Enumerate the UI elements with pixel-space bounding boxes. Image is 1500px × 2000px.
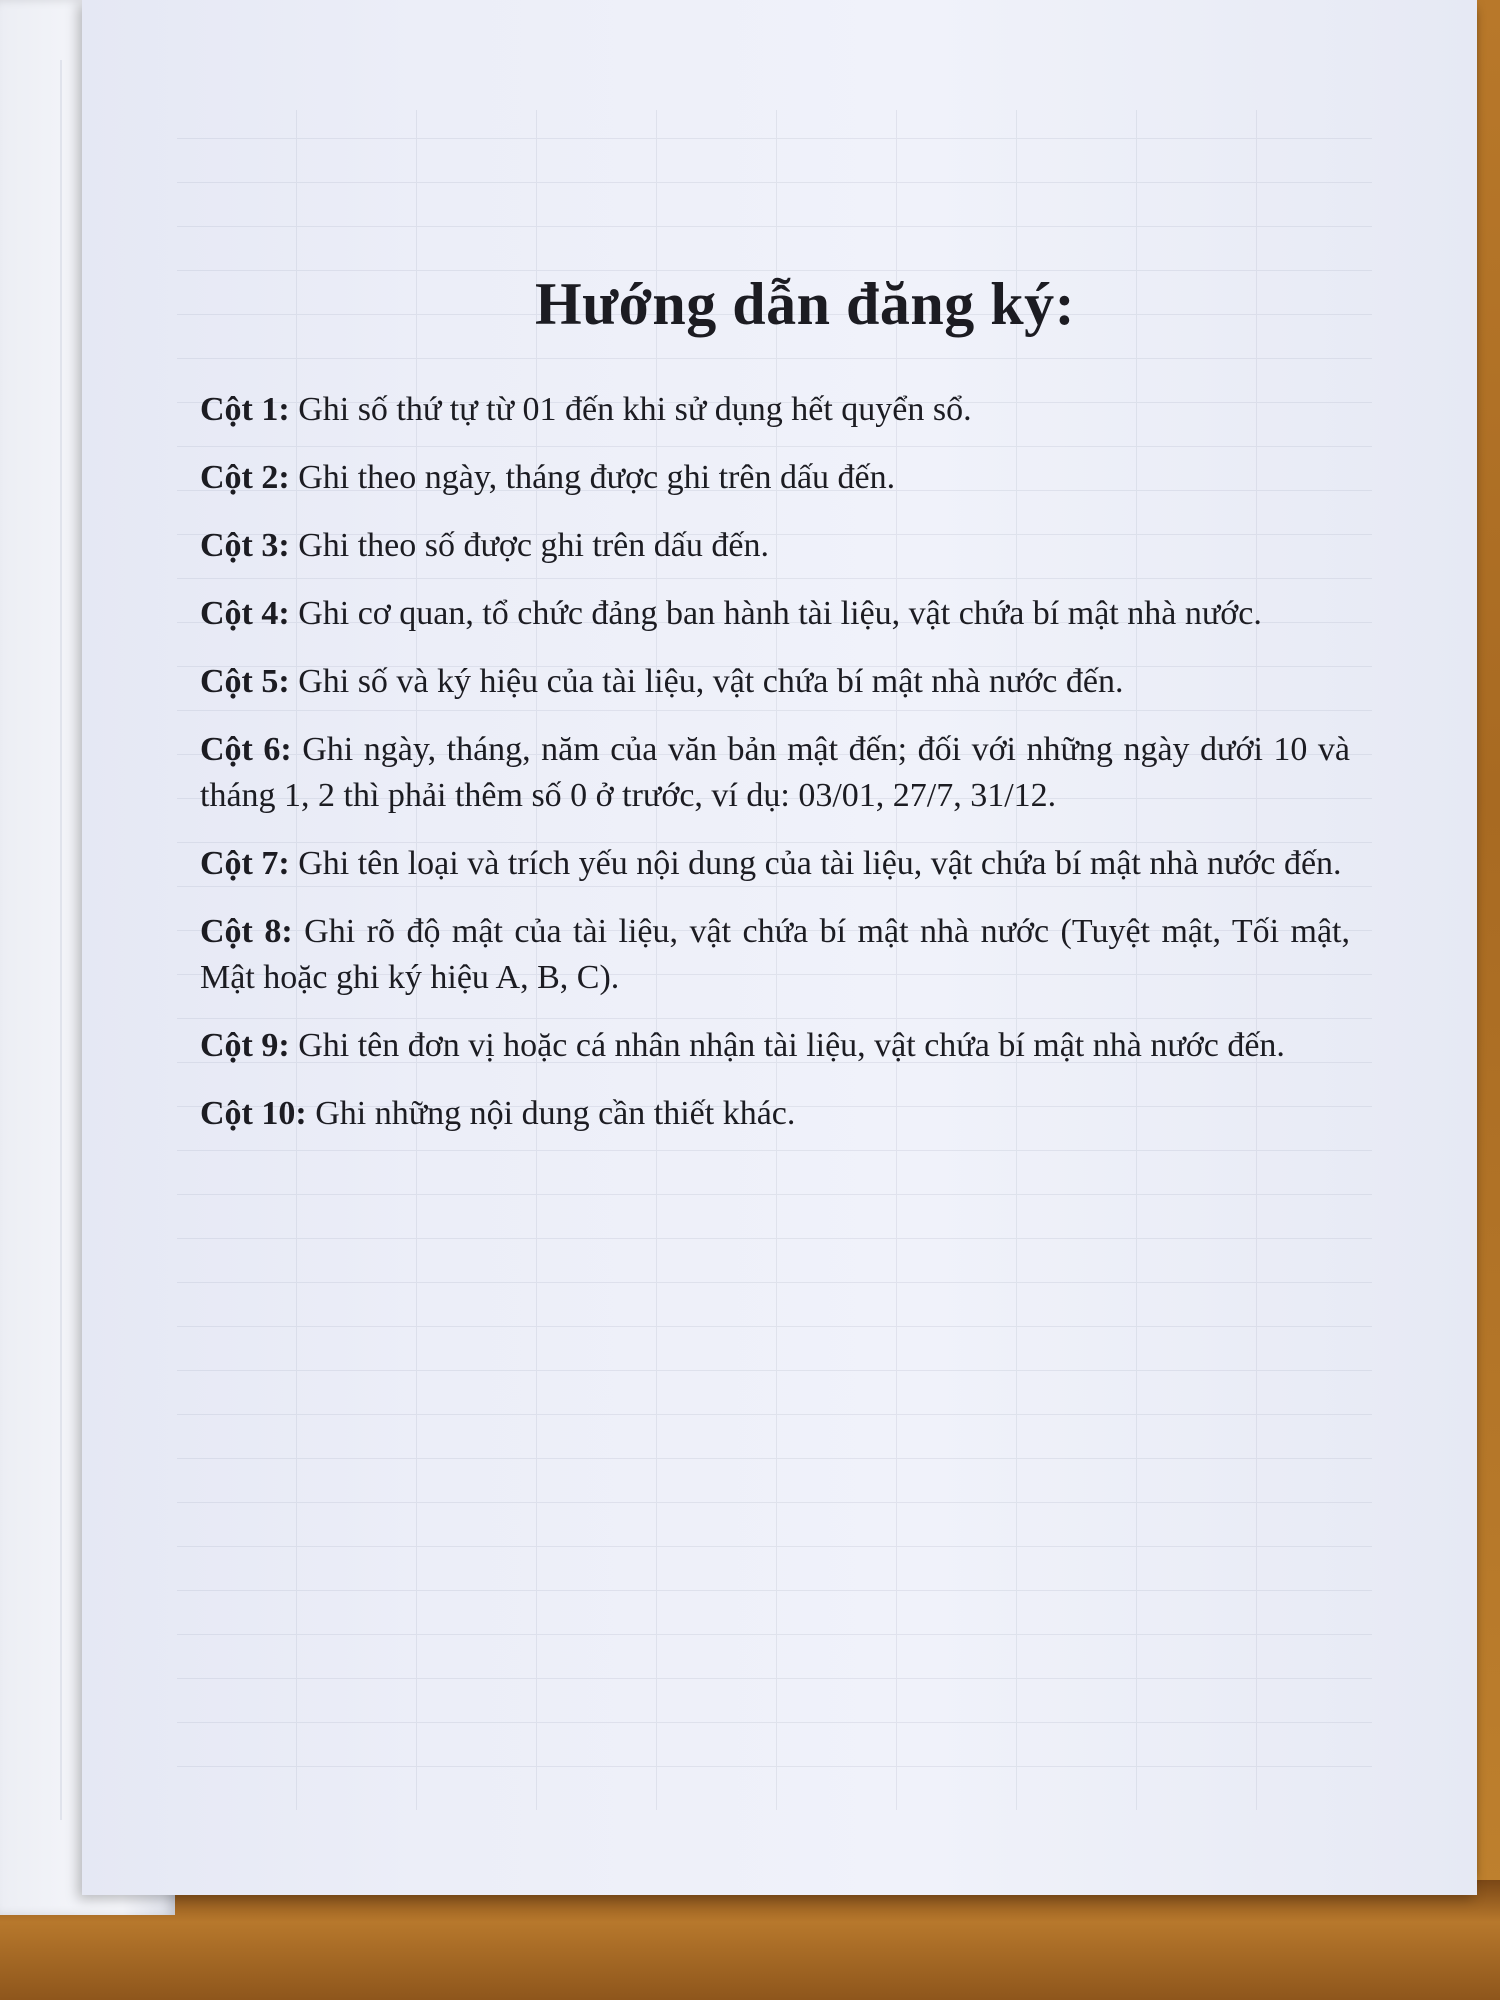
- column-label: Cột 9:: [200, 1027, 290, 1064]
- column-description: Ghi những nội dung cần thiết khác.: [306, 1095, 796, 1132]
- instruction-item: [200, 591, 1350, 637]
- instruction-item: [200, 455, 1350, 501]
- column-label: Cột 3:: [200, 527, 290, 564]
- instruction-item: [200, 1023, 1350, 1069]
- column-label: Cột 6:: [200, 731, 292, 768]
- column-description: Ghi ngày, tháng, năm của văn bản mật đến; đối với những ngày dưới 10 và tháng 1, 2 thì phải thêm số 0 ở trước, ví dụ: 03/01, 27/7, 31/12.: [200, 731, 1350, 814]
- wooden-table: [0, 1880, 1500, 2000]
- column-label: Cột 1:: [200, 391, 290, 428]
- instruction-item: [200, 523, 1350, 569]
- column-description: Ghi theo ngày, tháng được ghi trên dấu đến.: [289, 459, 896, 496]
- left-page-margin: [0, 60, 62, 1820]
- column-label: Cột 2:: [200, 459, 290, 496]
- instruction-item: [200, 909, 1350, 1001]
- page-title: Hướng dẫn đăng ký:: [534, 271, 1076, 337]
- column-label: Cột 10:: [200, 1095, 307, 1132]
- instruction-item: [200, 727, 1350, 819]
- column-description: Ghi rõ độ mật của tài liệu, vật chứa bí mật nhà nước (Tuyệt mật, Tối mật, Mật hoặc ghi ký hiệu A, B, C).: [200, 913, 1350, 996]
- column-description: Ghi tên đơn vị hoặc cá nhân nhận tài liệu, vật chứa bí mật nhà nước đến.: [289, 1027, 1285, 1064]
- column-description: Ghi theo số được ghi trên dấu đến.: [289, 527, 769, 564]
- column-description: Ghi số thứ tự từ 01 đến khi sử dụng hết quyển sổ.: [289, 391, 972, 428]
- column-label: Cột 7:: [200, 845, 290, 882]
- column-description: Ghi tên loại và trích yếu nội dung của tài liệu, vật chứa bí mật nhà nước đến.: [289, 845, 1342, 882]
- instruction-item: [200, 1091, 1350, 1137]
- instruction-item: [200, 841, 1350, 887]
- column-description: Ghi cơ quan, tổ chức đảng ban hành tài liệu, vật chứa bí mật nhà nước.: [289, 595, 1262, 632]
- instruction-item: [200, 387, 1350, 433]
- column-description: Ghi số và ký hiệu của tài liệu, vật chứa bí mật nhà nước đến.: [289, 663, 1124, 700]
- column-label: Cột 8:: [200, 913, 293, 950]
- instruction-item: [200, 659, 1350, 705]
- column-label: Cột 4:: [200, 595, 290, 632]
- column-label: Cột 5:: [200, 663, 290, 700]
- instructions-content: [200, 270, 1350, 1159]
